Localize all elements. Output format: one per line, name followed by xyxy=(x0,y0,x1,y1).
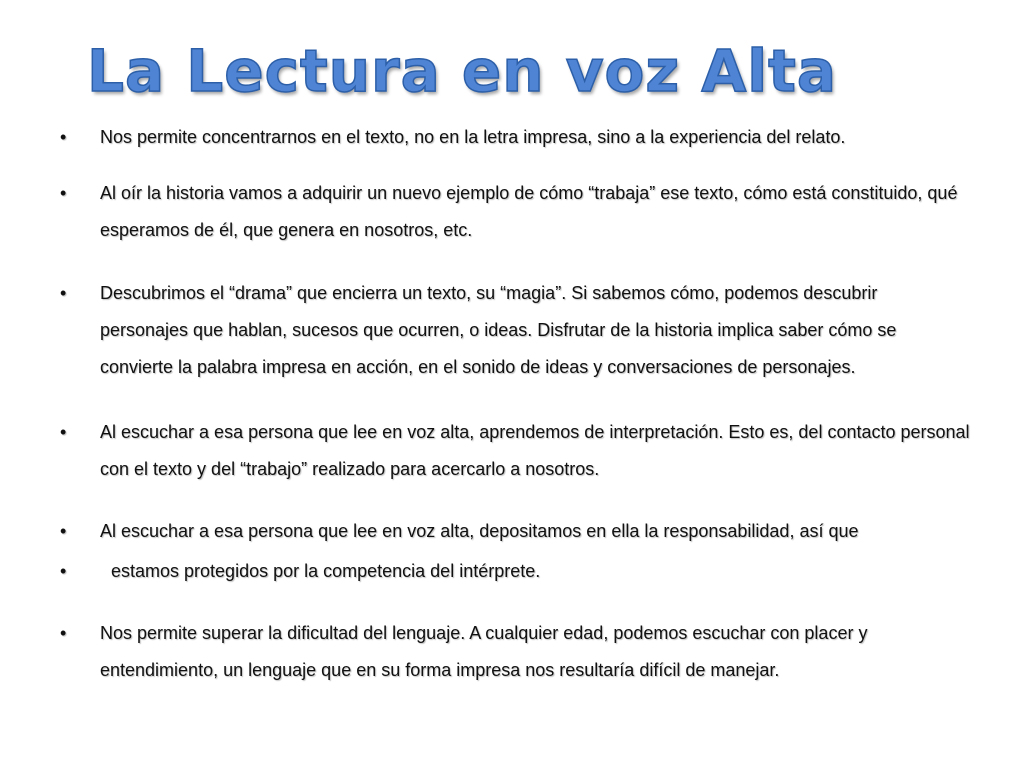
bullet-text: Nos permite concentrarnos en el texto, no en la letra impresa, sino a la experiencia del relato. xyxy=(100,127,846,147)
bullet-item xyxy=(60,175,970,249)
bullet-icon: • xyxy=(60,422,67,442)
bullet-icon: • xyxy=(60,127,67,147)
bullet-icon: • xyxy=(60,183,67,203)
bullet-item xyxy=(60,615,970,689)
bullet-icon: • xyxy=(60,283,67,303)
bullet-text: estamos protegidos por la competencia del intérprete. xyxy=(111,561,541,581)
bullet-text: Nos permite superar la dificultad del lenguaje. A cualquier edad, podemos escuchar con placer y entendimiento, un lenguaje que en su forma impresa nos resultaría difícil de manejar. xyxy=(100,623,868,680)
bullet-text: Al escuchar a esa persona que lee en voz alta, depositamos en ella la responsabilidad, así que xyxy=(100,521,859,541)
bullet-item xyxy=(60,275,970,386)
bullet-item xyxy=(60,553,970,590)
bullet-item xyxy=(60,513,970,550)
bullet-item xyxy=(60,414,970,488)
bullet-item xyxy=(60,119,970,156)
bullet-icon: • xyxy=(60,623,67,643)
bullet-text: Descubrimos el “drama” que encierra un texto, su “magia”. Si sabemos cómo, podemos descubrir personajes que hablan, sucesos que ocurren, o ideas. Disfrutar de la historia implica saber cómo se convierte la palabra impresa en acción, en el sonido de ideas y conversaciones de personajes. xyxy=(100,283,897,377)
bullet-text: Al oír la historia vamos a adquirir un nuevo ejemplo de cómo “trabaja” ese texto, cómo está constituido, qué esperamos de él, que genera en nosotros, etc. xyxy=(100,183,958,240)
slide-title: La Lectura en voz Alta xyxy=(87,37,837,105)
bullet-icon: • xyxy=(60,561,67,581)
bullet-icon: • xyxy=(60,521,67,541)
bullet-text: Al escuchar a esa persona que lee en voz alta, aprendemos de interpretación. Esto es, del contacto personal con el texto y del “trabajo” realizado para acercarlo a nosotros. xyxy=(100,422,970,479)
